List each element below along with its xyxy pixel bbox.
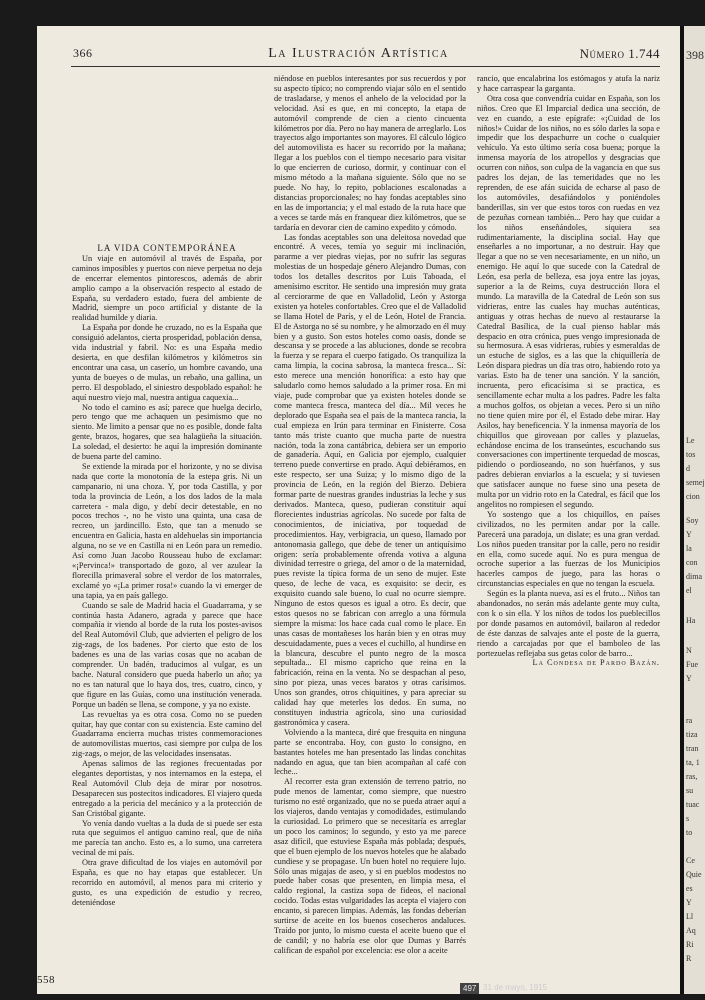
issue-number: Número 1.744 xyxy=(579,46,660,61)
paragraph: Las fondas aceptables son una deleitosa novedad que encontré. A veces, temía yo seguir mi inclinación, pararme a ver piedras viejas, por no sufrir las seguras molestias de un hospedaje género Alejandro Dumas, con todos los detalles descritos por Luis Taboada, el amenísimo escritor. He sentido una impresión muy grata al cerciorarme de que en Valladolid, León y Astorga existen ya hoteles confortables. Creo que el de Valladolid se llama Hotel de París, y el de León, Hotel de Francia. El de Astorga no sé su nombre, y he almorzado en él muy bien y a gusto. Son estos hoteles como oasis, donde se descansa y se procede a las abluciones, donde se recobra la fuerza y se repara el cuerpo fatigado. Os tranquiliza la cama limpia, la cocina sabrosa, la manteca fresca... Sí: esto merece una mención honorífica: a esto hay que saludarlo como hemos saludado a la primer rosa. En mi viaje, pude comprobar que ya existen hoteles donde se come manteca fresca, manteca del día... Mil veces he deplorado que España sea el país de la manteca rancia, la cual empieza en Irún para terminar en Finisterre. Cosa tanto más triste cuanto que mucha parte de nuestra nación, toda la zona cantábrica, debiera ser un emporio de ganadería. Aquí, en Galicia por ejemplo, cualquier terreno puede convertirse en prado. Aquí debiéramos, en este respecto, ser una Suiza; y lo mismo digo de la provincia de León, en la región del Bierzo. Debiera formar parte de nuestras grandes industrias la leche y sus derivados. Manteca, queso, pudieran constituir aquí florecientes industrias agrícolas. No sucede por falta de conocimientos, de iniciativa, por toquedad de procedimientos. Hay, verbigracia, un queso, llamado por antonomasia gallego, que debe de tener un antiquísimo origen: sería probablemente ofrenda votiva a alguna divinidad terrestre o griega, del amor o de la maternidad, pues reviste la típica forma de un seno de mujer. Este queso, de leche de vaca, es exquisito: se decir, es exquisito cuando sale bueno, lo cual no ocurre siempre. Ninguno de estos quesos es igual a otro. Es decir, que estos quesos no se fabrican con arreglo a una fórmula siempre la misma: los hace cada cual como le place. En unas casas de montañeses los harán bien y en otras muy descuidadamente, pues a veces el cuchillo, al hundirse en la blancura, descubre el punto negro de la mosca sepultada... El mismo capricho que reina en la fabricación, reina en la venta. No se despachan al peso, sino por pieza, unas veces baratos y otras carísimos. Unos son grandes, otros chiquitines, y para apreciar su calidad hay que meterles los dedos. En suma, no constituyen industria agrícola, sino una curiosidad gastronómica y casera. xyxy=(274,232,466,727)
adjacent-page-fragment: Fue xyxy=(686,660,698,669)
paragraph: Otra cosa que convendría cuidar en España, son los niños. Creo que El Imparcial dedica una sección, de vez en cuando, a este epígrafe: «¡Cuidad de los niños!» Cuidar de los niños, no es sólo darles la sopa e impedir que los despachurre un coche o cualquier vehículo. Ya esto último sería cosa buena; porque la inmensa mayoría de los atropellos y desgracias que ocurren con niños, son culpa de la vagancia en que sus padres los dejan, de las temeridades que no les reprenden, de ese afán suicida de echarse al paso de los automóviles, desafiándolos y poniéndoles banderillas, sin ver que estos toros con ruedas en vez de pezuñas cornean también... Pero hay que cuidar a los niños enseñándoles, siquiera sea rudimentariamente, la disciplina social. Hay que enseñarles a no importunar, a no destruir. Hay que llegar a que no se ven necesariamente, en un niño, un enemigo. He aquí lo que sucede con la Catedral de León, esa perla de belleza, esa joya entre las joyas, superior a la de Reims, cuya destrucción llora el mundo. La maravilla de la Catedral de León son sus vidrieras, entre las cuales hay muchas auténticas, antiguas y otras hechas de nuevo al restaurarse la Catedral Basílica, de la cual pienso hablar más despacio en otra crónica, pues vengo impresionada de su hermosura. A esas vidrieras, rubíes y esmeraldas de un estuche de siglos, es a las que la chiquillería de León dispara piedras un día tras otro, habiendo roto ya varias. Esto ha de tener una sanción. Y la sanción, incruenta, pero eficacísima si se practica, es sencillamente echar multa a los padres. Padre les falta a muchos golfos, os objetan a veces. Pero si un niño no tiene quien mire por él, el Estado debe mirar. Hay Asilos, hay beneficencia. Y la inmensa mayoría de los chiquillos que giroveaan por calles y plazuelas, echándose encima de los transeúntes, escuchando sus conversaciones con impertinente terquedad de moscas, pidiendo o pordioseando, no son huérfanos, y sus padres debieran enviarlos a la escuela; y si tuviesen que satisfacer aunque no fuese sino una peseta de multa por un vidrio roto en la Catedral, es fácil que los angelitos no rompiesen el segundo. xyxy=(477,93,660,509)
column-1 xyxy=(72,244,262,908)
adjacent-page-fragment: tiza xyxy=(686,730,698,739)
adjacent-page-fragment: N xyxy=(686,646,692,655)
adjacent-page-fragment: tuac xyxy=(686,800,700,809)
adjacent-page-fragment: semej xyxy=(686,478,705,487)
column-1-body xyxy=(72,254,262,908)
adjacent-page-fragment: ras, xyxy=(686,772,698,781)
adjacent-page-fragment: Y xyxy=(686,674,692,683)
adjacent-page-fragment: Soy xyxy=(686,516,699,525)
archive-stamp: 497 xyxy=(460,983,479,994)
adjacent-page-fragment: es xyxy=(686,884,693,893)
adjacent-page-number: 398 xyxy=(686,48,704,62)
column-2-body xyxy=(274,74,466,956)
adjacent-page-fragment: Ri xyxy=(686,940,694,949)
adjacent-page-fragment: d xyxy=(686,464,690,473)
adjacent-page-fragment: tran xyxy=(686,744,699,753)
adjacent-page-fragment: con xyxy=(686,558,698,567)
adjacent-page-fragment: Ha xyxy=(686,616,696,625)
adjacent-page-fragment: to xyxy=(686,828,693,837)
paragraph: No todo el camino es así; parece que huelga decirlo, pero tengo que me achaquen un pesimismo que no siento. Me limito a pensar que no es posible, donde falta gente, brazos, hogares, que sea halagüeña la situación. La soledad, el desierto: he aquí la impresión dominante de buena parte del camino. xyxy=(72,402,262,462)
paragraph: Las revueltas ya es otra cosa. Como no se pueden quitar, hay que contar con su existencia. Este camino del Guadarrama encierra muchas tristes conmemoraciones de automovilistas muertos, casi siempre por culpa de los zig-zags, o mejor, de las velocidades insensatas. xyxy=(72,709,262,759)
adjacent-page-fragment: la xyxy=(686,544,692,553)
paragraph: Yo sostengo que a los chiquillos, en países civilizados, no les permiten andar por la calle. Parecerá una paradoja, un dislate; es una gran verdad. Los niños pueden transitar por la calle, pero no residir en ella, como sucede aquí. No es pura mengua de ocroche superior a las fuerzas de los Municipios hacerles campos de juego, para las horas o circunstancias especiales en que no tengan la escuela. xyxy=(477,509,660,589)
column-3-body xyxy=(477,74,660,658)
adjacent-page-fragment: tos xyxy=(686,450,696,459)
paragraph: rancio, que encalabrina los estómagos y atufa la nariz y hace carraspear la garganta. xyxy=(477,74,660,93)
adjacent-page-fragment: Le xyxy=(686,436,695,445)
adjacent-page-fragment: cion xyxy=(686,492,700,501)
adjacent-page-fragment: ta, 1 xyxy=(686,758,700,767)
paragraph: Se extiende la mirada por el horizonte, y no se divisa nada que corte la monotonía de la estepa gris. Ni un campanario, ni una choza. Y, por toda Castilla, y por toda la provincia de León, a los dos lados de la mala carretera - mala digo, y debí decir detestable, en no pocos trechos -, no he visto una quinta, una casa de recreo, un jardincillo. Esto, que tan a menudo se encuentra en Galicia, hasta en aldehuelas sin importancia alguna, no se ve en Castilla ni en León para un remedio. Así como Juan Jacobo Rousseau hubo de exclamar: «¡Pervinca!» transportado de gozo, al ver azulear la florecilla primaveral sobre el verdor de los matorrales, exclamé yo «¡La primer rosa!» cuando la vi emerger de una tapia, ya en país gallego. xyxy=(72,461,262,600)
header-rule xyxy=(71,66,660,67)
paragraph: Volviendo a la manteca, diré que fresquita en ninguna parte se encontraba. Hoy, con gusto lo consigno, en bastantes hoteles me han presentado las lindas conchitas nadando en agua, que tan bien acompañan al café con leche... xyxy=(274,727,466,777)
paragraph: Cuando se sale de Madrid hacia el Guadarrama, y se continúa hasta Adanero, agrada y parece que hace compañía ir viendo al borde de la ruta los postes-avisos del Real Automóvil Club, que advierten el peligro de los zig-zags, de los badenes. Por cierto que esto de los badenes es una de las varias cosas que no acaban de comprender. Un badén, traducimos al vulgar, es un bache. Natural considero que pueda haberlo un año; ya no es tan natural que lo haya dos, tres, cuatro, cinco, y que figure en las Guías, como una institución venerada. Porque un badén se llena, se compone, y ya no existe. xyxy=(72,600,262,709)
issue-date: 31 de mayo, 1915 xyxy=(483,983,548,992)
adjacent-page-fragment: Aq xyxy=(686,926,696,935)
adjacent-page-fragment: dima xyxy=(686,572,702,581)
magazine-page xyxy=(37,26,680,994)
author-signature: La Condesa de Pardo Bazán. xyxy=(532,658,660,668)
paragraph: Al recorrer esta gran extensión de terreno patrio, no pude menos de lamentar, como siempre, que nuestro turismo no esté organizado, que no se pueda atraer aquí a los viajeros, dando ventajas y comodidades, estimulando la curiosidad. Lo primero que se necesitaría es arreglar un poco los caminos; lo segundo, y esto ya me parece asaz difícil, que estuviese España más poblada; después, que el buen ejemplo de los nuevos hoteles que he alabado cundiese y se propagase. Un buen hotel no requiere lujo. Sólo unas migajas de aseo, y si en pueblos modestos no puede haber cosas que presenten, en limpia mesa, el caldo regional, la castiza sopa de fideos, el nacional cocido. Todas estas vulgaridades las acepta el viajero con encanto, si parecen limpias. Además, las fondas deberían surtirse de aceite en los buenos cosecheros andaluces. Traído por junto, lo mismo cuesta el aceite bueno que el de candil; y no habría ese olor que Dumas y Barrés califican de español por excelencia: ese olor a aceite xyxy=(274,777,466,955)
magazine-title: La Ilustración Artística xyxy=(268,46,449,61)
paragraph: Según es la planta nueva, así es el fruto... Niños tan abandonados, no serán más adelante gente muy culta, con k o sin ella. Y los niños de todos los pueblecillos por donde pasamos en automóvil, bailaron al rededor de éste danzas de salvajes ante el poste de la guerra, riendo a carcajadas por que el bamboleo de las portezuelas reflejaba sus getas color de barro... xyxy=(477,589,660,658)
paragraph: niéndose en pueblos interesantes por sus recuerdos y por su aspecto típico; no comprendo viajar sólo en el sentido de trasladarse, y menos el anhelo de la velocidad por la velocidad. Así es que, en mi concepto, la etapa de automóvil comprende de cien a ciento cincuenta kilómetros por día. Pero no hay manera de arreglarlo. Los trayectos algo importantes son mayores. El cálculo lógico del automovilista es hacer su recorrido por la mañana; llegar a los pueblos con el tiempo necesario para visitar lo que encierren de curioso, dormir, y continuar con el mismo método a la mañana siguiente. Sólo que no se puede. No hay, lo repito, poblaciones escalonadas a distancias proporcionales; no hay fondas aceptables sino en las de importancia; y el mal estado de la ruta hace que a veces se tarde más en franquear diez kilómetros, que se tardaría en devorar cien de camino expedito y cómodo. xyxy=(274,74,466,232)
paragraph: Apenas salimos de las regiones frecuentadas por elegantes deportistas, y nos internamos en la estepa, el Real Automóvil Club deja de mirar por nosotros. Desaparecen sus postecitos indicadores. El viajero queda entregado a la pericia del mecánico y a la protección de San Cristóbal gigante. xyxy=(72,759,262,818)
column-3 xyxy=(477,74,660,668)
adjacent-page-fragment: Ll xyxy=(686,912,694,921)
adjacent-page-edge xyxy=(684,26,705,994)
page-number-header: 366 xyxy=(73,46,93,60)
adjacent-page-fragment: s xyxy=(686,814,690,823)
page-number-footer: 558 xyxy=(37,974,55,986)
paragraph: Yo venía dando vueltas a la duda de si puede ser esta ruta que seguimos el antiguo camino real, que de niña me parecía tan ancho. Esto es, a lo sumo, una carretera vecinal de mi país. xyxy=(72,818,262,858)
adjacent-page-fragment: el xyxy=(686,586,692,595)
section-title: LA VIDA CONTEMPORÁNEA xyxy=(97,243,237,253)
adjacent-page-fragment: Ce xyxy=(686,856,695,865)
paragraph: Un viaje en automóvil al través de España, por caminos imposibles y puertos con nieve perpetua no deja de encerrar elementos pintorescos, además de abrir amplio campo a la observación respecto al estado de España, su verdadero estado, fuera del ambiente de Madrid, siempre un poco artificial y distante de la realidad humilde y diaria. xyxy=(72,253,262,323)
adjacent-page-fragment: R xyxy=(686,954,692,963)
paragraph: La España por donde he cruzado, no es la España que consiguió adelantos, cierta prosperidad, población densa, vida industrial y fabril. No: es una España medio desierta, en que desfilan kilómetros y kilómetros sin encontrar una casa, un caserío, un hombre cavando, una yunta de bueyes o de mulas, un rebaño, una gallina, un perro. El despoblado, el siniestro despoblado español: he aquí nuestro viejo mal, nuestra antigua caquexia... xyxy=(72,323,262,402)
adjacent-page-fragment: su xyxy=(686,786,694,795)
adjacent-page-fragment: Y xyxy=(686,530,692,539)
paragraph: Otra grave dificultad de los viajes en automóvil por España, es que no hay etapas que establecer. Un recorrido en automóvil, al menos para mi criterio y gusto, es una expedición de estudio y recreo, deteniéndose xyxy=(72,858,262,907)
adjacent-page-fragment: ra xyxy=(686,716,693,725)
column-2 xyxy=(274,74,466,956)
adjacent-page-fragment: Quie xyxy=(686,870,702,879)
adjacent-page-fragment: Y xyxy=(686,898,692,907)
